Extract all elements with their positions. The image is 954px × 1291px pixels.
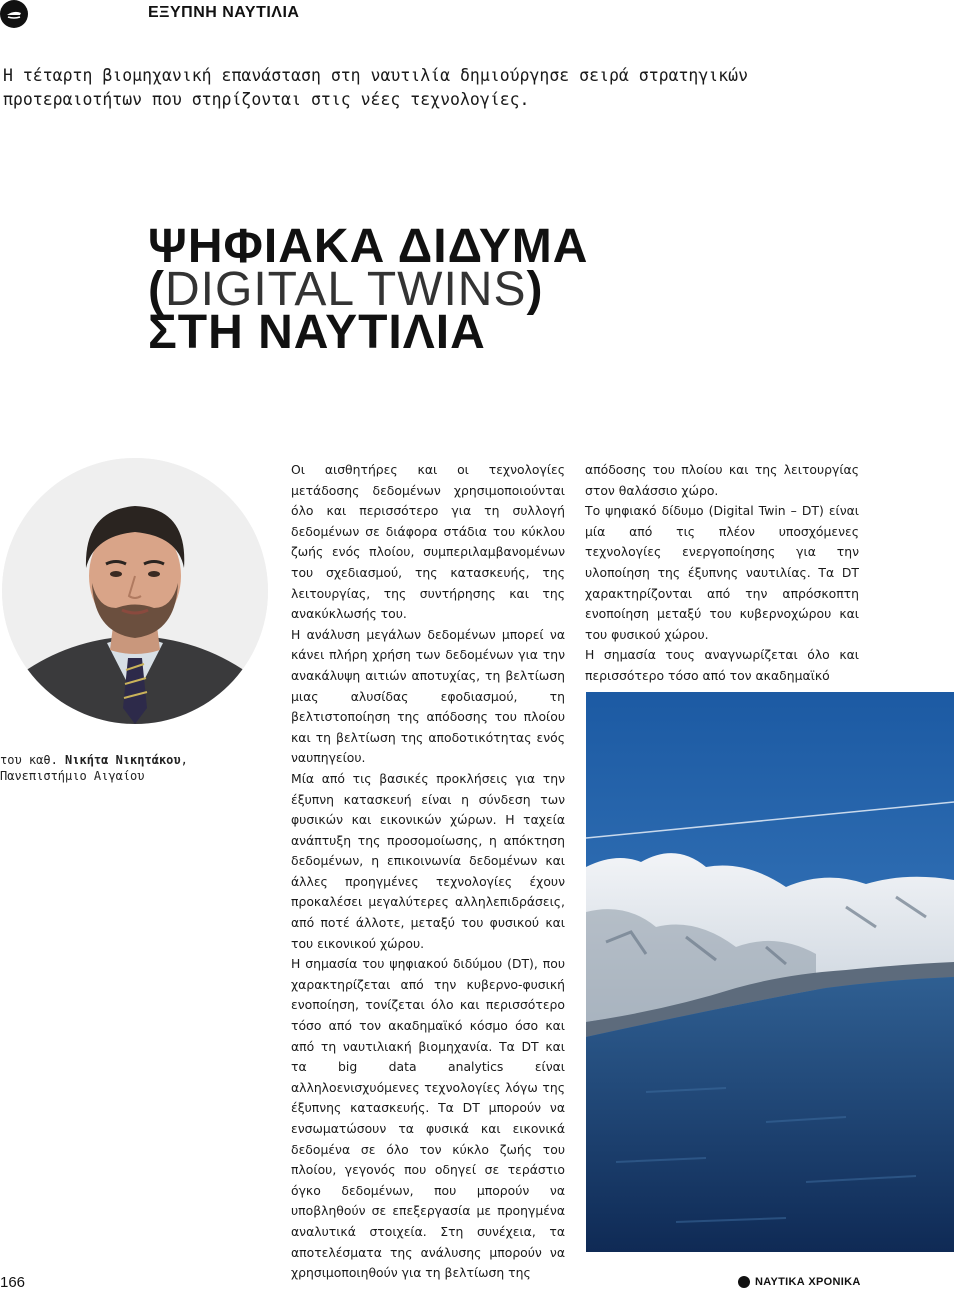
- paragraph: Οι αισθητήρες και οι τεχνολογίες μετάδοσης δεδομένων χρησιμοποιούνται όλο και περισσότερο για τη συλλογή δεδομένων σε διάφορα στάδια του κύκλου ζωής ενός πλοίου, συμπεριλαμβανομένων του σχεδιασμού, της κατασκευής, της λειτουργίας, της συντήρησης και της ανακύκλωσής του.: [291, 462, 565, 622]
- paragraph: Μία από τις βασικές προκλήσεις για την έξυπνη κατασκευή είναι η σύνδεση των φυσικών και εικονικών χώρων. Η ταχεία ανάπτυξη της προσομοίωσης, η απόκτηση δεδομένων, η επικοινωνία δεδομένων και άλλες προηγμένες τεχνολογίες έχουν προκαλέσει μεγαλύτερες αλληλεπιδράσεις, από ποτέ άλλοτε, μεταξύ του φυσικού και του εικονικού χώρου.: [291, 770, 565, 951]
- author-caption: [0, 752, 250, 784]
- body-column-2: [585, 460, 859, 687]
- fjord-photo: [586, 692, 954, 1252]
- headline-line-1: ΨΗΦΙΑΚΑ ΔΙΔΥΜΑ: [148, 220, 589, 273]
- headline-line-3: ΣΤΗ ΝΑΥΤΙΛΙΑ: [148, 306, 486, 359]
- headline-paren-open: (: [148, 263, 165, 316]
- sailboat-icon: [738, 1276, 750, 1288]
- author-affiliation: Πανεπιστήμιο Αιγαίου: [0, 769, 145, 783]
- lead-paragraph: Η τέταρτη βιομηχανική επανάσταση στη ναυτιλία δημιούργησε σειρά στρατηγικών προτεραιοτήτων που στηρίζονται στις νέες τεχνολογίες.: [3, 66, 749, 109]
- headline-english: DIGITAL TWINS: [164, 263, 527, 316]
- paragraph: απόδοσης του πλοίου και της λειτουργίας στον θαλάσσιο χώρο.: [585, 462, 859, 498]
- author-prefix: του καθ.: [0, 753, 66, 767]
- body-column-1: [291, 460, 565, 1284]
- paragraph: Η σημασία τους αναγνωρίζεται όλο και περισσότερο τόσο από τον ακαδημαϊκό: [585, 647, 859, 683]
- brand-logo: [738, 1276, 861, 1288]
- page-number: 166: [0, 1274, 26, 1291]
- author-portrait: [2, 458, 268, 724]
- paragraph: Το ψηφιακό δίδυμο (Digital Twin – DT) είναι μία από τις πλέον υποσχόμενες τεχνολογίες ενεργοποίησης για την υλοποίηση της έξυπνης ναυτιλίας. Τα DT χαρακτηρίζονται από την απρόσκοπτη ενοποίηση μεταξύ του κυβερνοχώρου και του φυσικού χώρου.: [585, 503, 859, 642]
- paragraph: Η ανάλυση μεγάλων δεδομένων μπορεί να κάνει πλήρη χρήση των δεδομένων για την ανακάλυψη αιτιών αποτυχίας, τη βελτίωση μιας αλυσίδας εφοδιασμού, τη βελτιστοποίηση της απόδοσης του πλοίου και τη βελτίωση της αποδοτικότητας ενός ναυπηγείου.: [291, 626, 565, 766]
- author-suffix: ,: [180, 753, 188, 767]
- article-headline: [148, 220, 768, 359]
- headline-paren-close: ): [526, 263, 544, 316]
- author-name: Νικήτα Νικητάκου: [65, 753, 181, 767]
- headline-line-2: [148, 263, 768, 316]
- sailboat-icon: [0, 0, 28, 28]
- paragraph: Η σημασία του ψηφιακού διδύμου (DT), που χαρακτηρίζεται από την κυβερνο-φυσική ενοποίηση, τονίζεται όλο και περισσότερο τόσο από τον ακαδημαϊκό κόσμο όσο και από τη ναυτιλιακή βιομηχανία. Τα DT και τα big data analytics είναι αλληλοενισχυόμενες τεχνολογίες λόγω της έξυπνης κατασκευής. Τα DT μπορούν να ενσωματώσουν τα φυσικά και εικονικά δεδομένα σε όλο τον κύκλο ζωής του πλοίου, γεγονός που οδηγεί σε τεράστιο όγκο δεδομένων, που μπορούν να υποβληθούν σε επεξεργασία με προηγμένα αναλυτικά στοιχεία. Στη συνέχεια, τα αποτελέσματα της ανάλυσης μπορούν να χρησιμοποιηθούν για τη βελτίωση της: [291, 956, 565, 1281]
- section-title: ΕΞΥΠΝΗ ΝΑΥΤΙΛΙΑ: [148, 4, 300, 21]
- brand-name: ΝΑΥΤΙΚΑ ΧΡΟΝΙΚΑ: [755, 1276, 861, 1288]
